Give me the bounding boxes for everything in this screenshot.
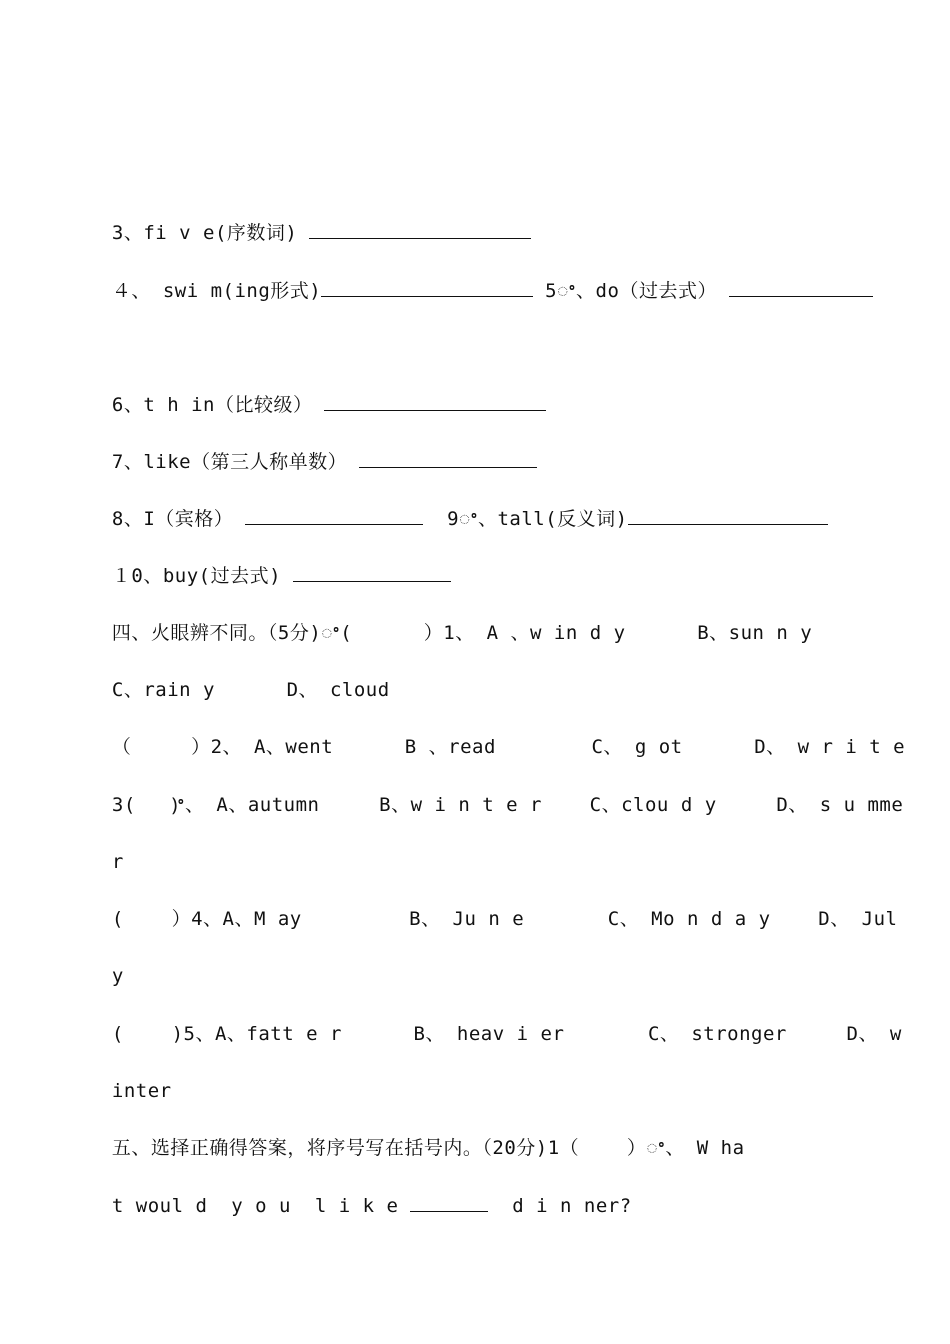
question-7-text: 7、like（第三人称单数） — [111, 451, 360, 473]
section-5-heading-q1 — [88, 1112, 745, 1160]
q5-text: ( )5、A、fatt e r B、 heav i er C、 stronger D、 w — [111, 1023, 902, 1045]
answer-blank-4[interactable] — [321, 278, 533, 297]
question-3-ordinal — [88, 196, 531, 245]
q4-text: ( ）4、A、M ay B、 Ju n e C、 Mo n d a y D、 Jul — [111, 908, 898, 930]
question-6-text: 6、t h in（比较级） — [111, 394, 325, 416]
s5-q1-text-end: d i n ner? — [488, 1195, 632, 1217]
section-4-heading-q1 — [88, 597, 812, 645]
q2-text: （ ）2、 A、went B 、read C、 g ot D、 w r i t e — [111, 736, 906, 758]
question-8-text: 8、I（宾格） — [111, 508, 246, 530]
section-4-q4-wrap — [88, 940, 124, 988]
section-4-q5-wrap — [88, 1055, 172, 1103]
section-4-text: 四、火眼辨不同。（5分)ꢀ( ）1、 A 、w in d y B、sun n y — [111, 622, 813, 644]
q3-wrap-text: r — [111, 851, 124, 873]
question-4-5 — [88, 254, 873, 303]
answer-blank-6[interactable] — [324, 392, 546, 411]
answer-blank-9[interactable] — [628, 506, 828, 525]
q4-wrap-text: y — [111, 965, 124, 987]
question-10-text: １0、buy(过去式) — [111, 565, 293, 587]
answer-blank-3[interactable] — [309, 220, 531, 239]
question-7-third-person — [88, 425, 537, 474]
q3-text: 3( )ꢀ、 A、autumn B、w i n t e r C、clou d y D、 s u mme — [111, 794, 904, 816]
question-9-text: 9ꢀ、tall(反义词) — [423, 508, 628, 530]
section-4-q3 — [88, 769, 903, 817]
section-4-q3-wrap — [88, 826, 124, 874]
answer-blank-s5-q1[interactable] — [410, 1193, 488, 1212]
section-4-q2 — [88, 711, 905, 759]
s5-q1-text: t woul d y o u l i k e — [111, 1195, 411, 1217]
question-4-text: ４、 swi m(ing形式) — [111, 280, 322, 302]
answer-blank-10[interactable] — [293, 563, 451, 582]
section-5-q1-cont — [88, 1169, 632, 1218]
question-5-text: 5ꢀ、do（过去式） — [533, 280, 729, 302]
section-4-q5 — [88, 998, 902, 1046]
section-5-text: 五、选择正确得答案，将序号写在括号内。（20分)1（ ）ꢀ、 W ha — [111, 1137, 745, 1159]
answer-blank-7[interactable] — [359, 449, 537, 468]
q5-wrap-text: inter — [111, 1080, 172, 1102]
question-8-9 — [88, 482, 828, 531]
section-4-q1-cont — [88, 654, 390, 702]
answer-blank-8[interactable] — [245, 506, 423, 525]
question-10-past — [88, 539, 451, 588]
question-6-comparative — [88, 368, 546, 417]
q1-options-cd: C、rain y D、 cloud — [111, 679, 390, 701]
question-3-text: 3、fi v e(序数词) — [111, 222, 310, 244]
answer-blank-5[interactable] — [729, 278, 873, 297]
section-4-q4 — [88, 883, 897, 931]
